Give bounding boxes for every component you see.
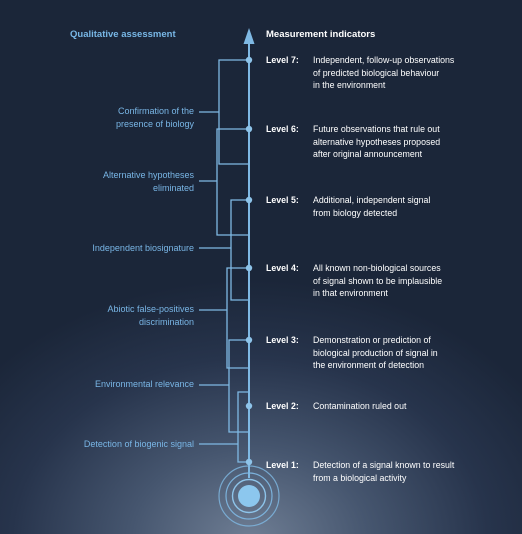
level-3-marker: [246, 337, 252, 343]
level-2-marker: [246, 403, 252, 409]
bracket-6: [238, 392, 249, 462]
level-5-label: Level 5:: [266, 195, 299, 205]
qual-label-confirmation: Confirmation of the presence of biology: [115, 106, 194, 129]
level-6-label: Level 6:: [266, 124, 299, 134]
level-4-label: Level 4:: [266, 263, 299, 273]
measurement-header: Measurement indicators: [266, 29, 376, 40]
level-1-marker: [246, 459, 252, 465]
vertical-axis: [244, 28, 255, 478]
bracket-connectors: [199, 60, 249, 462]
level-4-desc: All known non-biological sources of signal shown to be implausible in that environment: [313, 263, 443, 299]
bracket-4: [227, 268, 249, 368]
bracket-3: [231, 200, 249, 300]
level-4-marker: [246, 265, 252, 271]
qual-label-biogenic: Detection of biogenic signal: [83, 439, 194, 449]
level-2-desc: Contamination ruled out: [313, 401, 407, 411]
bracket-5: [229, 340, 249, 432]
level-7-marker: [246, 57, 252, 63]
level-1-desc: Detection of a signal known to result from a biological activity: [313, 460, 455, 483]
axis-arrowhead: [244, 28, 255, 44]
qual-label-biosignature: Independent biosignature: [92, 243, 194, 253]
level-5-desc: Additional, independent signal from biology detected: [313, 195, 431, 218]
target-core: [238, 485, 260, 507]
level-3-label: Level 3:: [266, 335, 299, 345]
qual-label-alternatives: Alternative hypotheses eliminated: [102, 170, 194, 193]
level-1-label: Level 1:: [266, 460, 299, 470]
level-7-desc: Independent, follow-up observations of predicted biological behaviour in the environment: [313, 55, 455, 91]
bracket-1: [219, 60, 249, 164]
level-7-label: Level 7:: [266, 55, 299, 65]
level-6-desc: Future observations that rule out alternative hypotheses proposed after original announcement: [313, 124, 441, 160]
level-5-marker: [246, 197, 252, 203]
qualitative-header: Qualitative assessment: [70, 29, 176, 40]
level-6-marker: [246, 126, 252, 132]
level-3-desc: Demonstration or prediction of biological production of signal in the environment of detection: [313, 335, 438, 371]
level-2-label: Level 2:: [266, 401, 299, 411]
qual-label-false-positives: Abiotic false-positives discrimination: [107, 304, 194, 327]
bracket-2: [217, 129, 249, 235]
qual-label-environmental: Environmental relevance: [94, 379, 194, 389]
